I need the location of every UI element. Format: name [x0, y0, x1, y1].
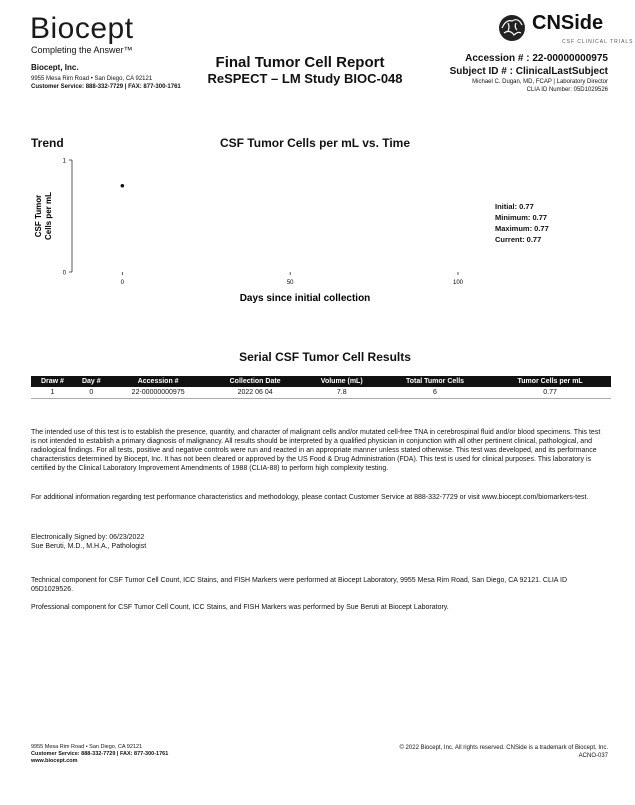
stat-current: Current: 0.77 [495, 235, 542, 244]
trend-label: Trend [31, 136, 64, 150]
cell-draw: 1 [31, 387, 74, 399]
subject-id: Subject ID # : ClinicalLastSubject [449, 66, 608, 77]
cell-day: 0 [74, 387, 109, 399]
results-title: Serial CSF Tumor Cell Results [239, 350, 411, 364]
professional-component-text: Professional component for CSF Tumor Cell Count, ICC Stains, and FISH Markers was performed by Sue Beruti at Biocept Laboratory. [31, 604, 449, 611]
chart-title: CSF Tumor Cells per mL vs. Time [219, 136, 411, 150]
cell-accession: 22-00000000975 [109, 387, 208, 399]
col-accession: Accession # [109, 376, 208, 387]
x-tick-label: 0 [120, 280, 125, 286]
cell-volume: 7.8 [303, 387, 381, 399]
clia-number: CLIA ID Number: 05D1029526 [526, 87, 608, 93]
cnside-subtitle: CSF CLINICAL TRIALS [562, 39, 634, 45]
trend-stats [495, 201, 549, 245]
footer-address: 9955 Mesa Rim Road • San Diego, CA 92121 [31, 744, 143, 750]
biocept-logo: Biocept [30, 12, 134, 45]
cnside-logo: CNSide [532, 12, 604, 34]
report-title: Final Tumor Cell Report [215, 54, 385, 71]
intended-use-text: The intended use of this test is to establish the presence, quantity, and character of malignant cells and/or mutated cell-free TNA in cerebrospinal fluid and/or blood specimens. This test is not intended to establish a primary diagnosis of malignancy. All results should be interpreted by a qualified physician in conjunction with all other pertinent clinical, pathological, and radiological findings. For all tests, positive and negative controls were run and reacted in an appropriate manner unless stated otherwise. This test was developed, and its performance characteristics determined by Biocept, Inc. It has not been cleared or approved by the US Food & Drug Administration (FDA). This test is used for clinical purposes. This laboratory is certified by the Clinical Laboratory Improvement Amendments of 1988 (CLIA-88) to perform high complexity testing. [31, 429, 601, 472]
tagline: Completing the Answer™ [31, 45, 133, 55]
footer-left [31, 744, 168, 765]
report-subtitle: ReSPECT – LM Study BIOC-048 [207, 71, 403, 86]
stat-maximum: Maximum: 0.77 [495, 224, 549, 233]
technical-component-text: Technical component for CSF Tumor Cell Count, ICC Stains, and FISH Markers were performed at Biocept Laboratory, 9955 Mesa Rim Road, San Diego, CA 92121. CLIA ID 05D1029526. [31, 577, 568, 593]
x-tick-label: 50 [286, 280, 294, 286]
col-collection-date: Collection Date [208, 376, 303, 387]
stat-initial: Initial: 0.77 [495, 202, 534, 211]
cell-total-cells: 6 [381, 387, 489, 399]
table-header-row [31, 376, 611, 387]
footer-copyright: © 2022 Biocept, Inc. All rights reserved. CNSide is a trademark of Biocept, Inc. [399, 745, 608, 751]
col-draw: Draw # [31, 376, 74, 387]
company-name: Biocept, Inc. [31, 63, 79, 72]
footer-code: ACNO-037 [578, 753, 608, 759]
stat-minimum: Minimum: 0.77 [495, 213, 548, 222]
cell-collection-date: 2022 06 04 [208, 387, 303, 399]
cell-cells-per-ml: 0.77 [489, 387, 611, 399]
customer-service: Customer Service: 888-332-7729 | FAX: 877-300-1761 [31, 84, 181, 90]
y-tick-label: 0 [62, 270, 66, 277]
y-tick-label: 1 [62, 158, 66, 165]
col-cells-per-ml: Tumor Cells per mL [489, 376, 611, 387]
signer-name: Sue Beruti, M.D., M.H.A., Pathologist [31, 543, 147, 550]
results-table [31, 376, 611, 399]
footer-web: www.biocept.com [31, 758, 78, 764]
col-volume: Volume (mL) [303, 376, 381, 387]
x-tick-label: 100 [452, 280, 464, 286]
trend-chart [0, 150, 490, 310]
additional-info-text: For additional information regarding test performance characteristics and methodology, please contact Customer Service at 888-332-7729 or visit www.biocept.com/biomarkers-test. [31, 494, 589, 501]
footer-right [399, 744, 608, 760]
y-axis-label: CSF TumorCells per mL [34, 191, 53, 241]
signature-date: Electronically Signed by: 06/23/2022 [31, 534, 145, 541]
x-axis-label: Days since initial collection [239, 293, 371, 304]
data-point [121, 184, 125, 188]
table-row [31, 387, 611, 399]
accession-number: Accession # : 22-00000000975 [465, 53, 608, 64]
col-day: Day # [74, 376, 109, 387]
footer-service: Customer Service: 888-332-7729 | FAX: 877-300-1761 [31, 751, 169, 757]
company-address: 9955 Mesa Rim Road • San Diego, CA 92121 [31, 76, 153, 82]
lab-director: Michael C. Dugan, MD, FCAP | Laboratory Director [472, 79, 608, 85]
col-total-cells: Total Tumor Cells [381, 376, 489, 387]
